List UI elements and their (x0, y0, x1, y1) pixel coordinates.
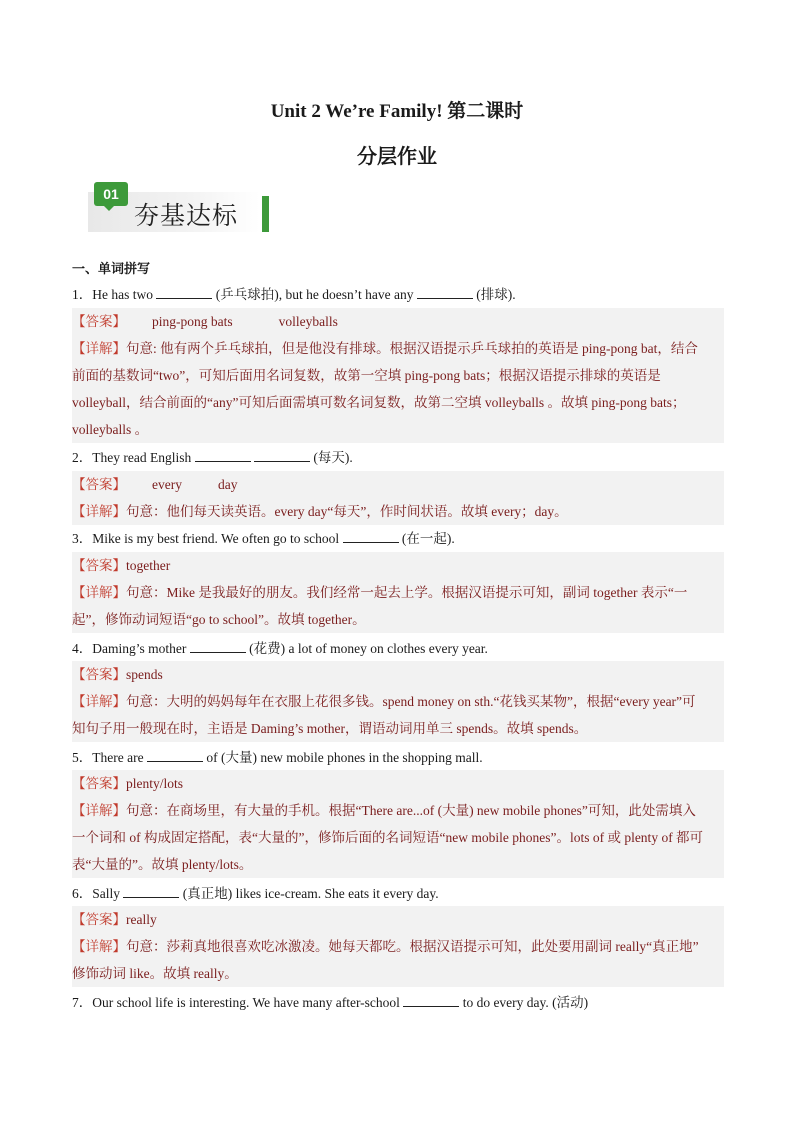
question-text: (排球). (472, 287, 516, 302)
question-text: (在一起). (398, 531, 455, 546)
answer-line (72, 906, 724, 933)
answer-line (72, 770, 724, 797)
answer-block-2 (72, 471, 724, 525)
badge-pointer (102, 204, 116, 211)
detail-tag: 【详解】 (72, 939, 126, 954)
answer-value: plenty/lots (126, 776, 183, 791)
answer-blank (254, 449, 310, 462)
detail-line: volleyball，结合前面的“any”可知后面需填可数名词复数，故第二空填 volleyballs 。故填 ping-pong bats； (72, 395, 686, 410)
detail-line: 起”，修饰动词短语“go to school”。故填 together。 (72, 612, 366, 627)
answer-tag: 【答案】 (72, 776, 126, 791)
detail-line: 【详解】句意：在商场里，有大量的手机。根据“There are...of (大量) new mobile phones”可知，此处需填入 (72, 803, 696, 818)
answer-value: really (126, 912, 157, 927)
question-1 (72, 286, 724, 304)
question-text: 5．There are (72, 750, 147, 765)
page-subtitle: 分层作业 (357, 146, 437, 168)
question-5 (72, 749, 724, 767)
question-text: (真正地) likes ice-cream. She eats it every day. (179, 886, 439, 901)
section-banner (88, 180, 270, 232)
question-2 (72, 449, 724, 467)
answer-value: ping-pong bats (152, 314, 233, 329)
answer-blank (343, 530, 399, 543)
detail-tag: 【详解】 (72, 803, 126, 818)
question-text: 7．Our school life is interesting. We have many after-school (72, 995, 404, 1010)
question-7 (72, 994, 724, 1012)
answer-blank (403, 994, 459, 1007)
detail-line: 【详解】句意：他们每天读英语。every day“每天”，作时间状语。故填 every；day。 (72, 504, 568, 519)
question-text: (乒乓球拍), but he doesn’t have any (212, 287, 417, 302)
banner-title: 夯基达标 (134, 201, 239, 230)
answer-blank (190, 640, 246, 653)
detail-tag: 【详解】 (72, 694, 126, 709)
answer-tag: 【答案】 (72, 558, 126, 573)
question-text: 2．They read English (72, 450, 195, 465)
answer-block-1 (72, 308, 724, 443)
answer-blank (123, 885, 179, 898)
banner-number-badge: 01 (94, 182, 128, 206)
banner-accent-bar (262, 196, 269, 232)
answer-blank (147, 749, 203, 762)
answer-value: together (126, 558, 171, 573)
question-text: 3．Mike is my best friend. We often go to school (72, 531, 343, 546)
answer-block-4 (72, 661, 724, 742)
answer-tag: 【答案】 (72, 477, 126, 492)
question-text: (每天). (309, 450, 353, 465)
detail-line: 知句子用一般现在时，主语是 Daming’s mother，谓语动词用单三 spends。故填 spends。 (72, 721, 588, 736)
question-4 (72, 640, 724, 658)
answer-line (72, 661, 724, 688)
detail-line: 修饰动词 like。故填 really。 (72, 966, 238, 981)
answer-blank (195, 449, 251, 462)
answer-tag: 【答案】 (72, 912, 126, 927)
answer-tag: 【答案】 (72, 314, 126, 329)
detail-tag: 【详解】 (72, 504, 126, 519)
question-text: of (大量) new mobile phones in the shopping mall. (202, 750, 483, 765)
detail-line: 【详解】句意：Mike 是我最好的朋友。我们经常一起去上学。根据汉语提示可知，副词 together 表示“一 (72, 585, 688, 600)
answer-value: every (152, 477, 182, 492)
answer-block-3 (72, 552, 724, 633)
answer-value: day (217, 477, 238, 492)
detail-tag: 【详解】 (72, 341, 126, 356)
question-3 (72, 530, 724, 548)
answer-value: spends (126, 667, 163, 682)
detail-line: volleyballs 。 (72, 422, 149, 437)
answer-line (72, 552, 724, 579)
answer-line (72, 308, 724, 335)
answer-blank (417, 286, 473, 299)
detail-line: 【详解】句意：大明的妈妈每年在衣服上花很多钱。spend money on sth.“花钱买某物”，根据“every year”可 (72, 694, 696, 709)
answer-blank (156, 286, 212, 299)
section-heading: 一、单词拼写 (72, 262, 151, 277)
answer-block-5 (72, 770, 724, 878)
question-6 (72, 885, 724, 903)
detail-line: 【详解】句意: 他有两个乒乓球拍，但是他没有排球。根据汉语提示乒乓球拍的英语是 ping-pong bat，结合 (72, 341, 698, 356)
answer-line (72, 471, 724, 498)
answer-tag: 【答案】 (72, 667, 126, 682)
question-text: 6．Sally (72, 886, 124, 901)
answer-value: volleyballs (278, 314, 338, 329)
detail-line: 表“大量的”。故填 plenty/lots。 (72, 857, 253, 872)
answer-block-6 (72, 906, 724, 987)
question-text: to do every day. (活动) (459, 995, 589, 1010)
page-title: Unit 2 We’re Family! 第二课时 (270, 101, 524, 122)
detail-tag: 【详解】 (72, 585, 126, 600)
detail-line: 前面的基数词“two”，可知后面用名词复数，故第一空填 ping-pong bats；根据汉语提示排球的英语是 (72, 368, 661, 383)
question-text: 4．Daming’s mother (72, 641, 190, 656)
detail-line: 【详解】句意：莎莉真地很喜欢吃冰激凌。她每天都吃。根据汉语提示可知，此处要用副词 really“真正地” (72, 939, 699, 954)
question-text: 1．He has two (72, 287, 157, 302)
detail-line: 一个词和 of 构成固定搭配，表“大量的”，修饰后面的名词短语“new mobile phones”。lots of 或 plenty of 都可 (72, 830, 704, 845)
question-text: (花费) a lot of money on clothes every year. (245, 641, 488, 656)
